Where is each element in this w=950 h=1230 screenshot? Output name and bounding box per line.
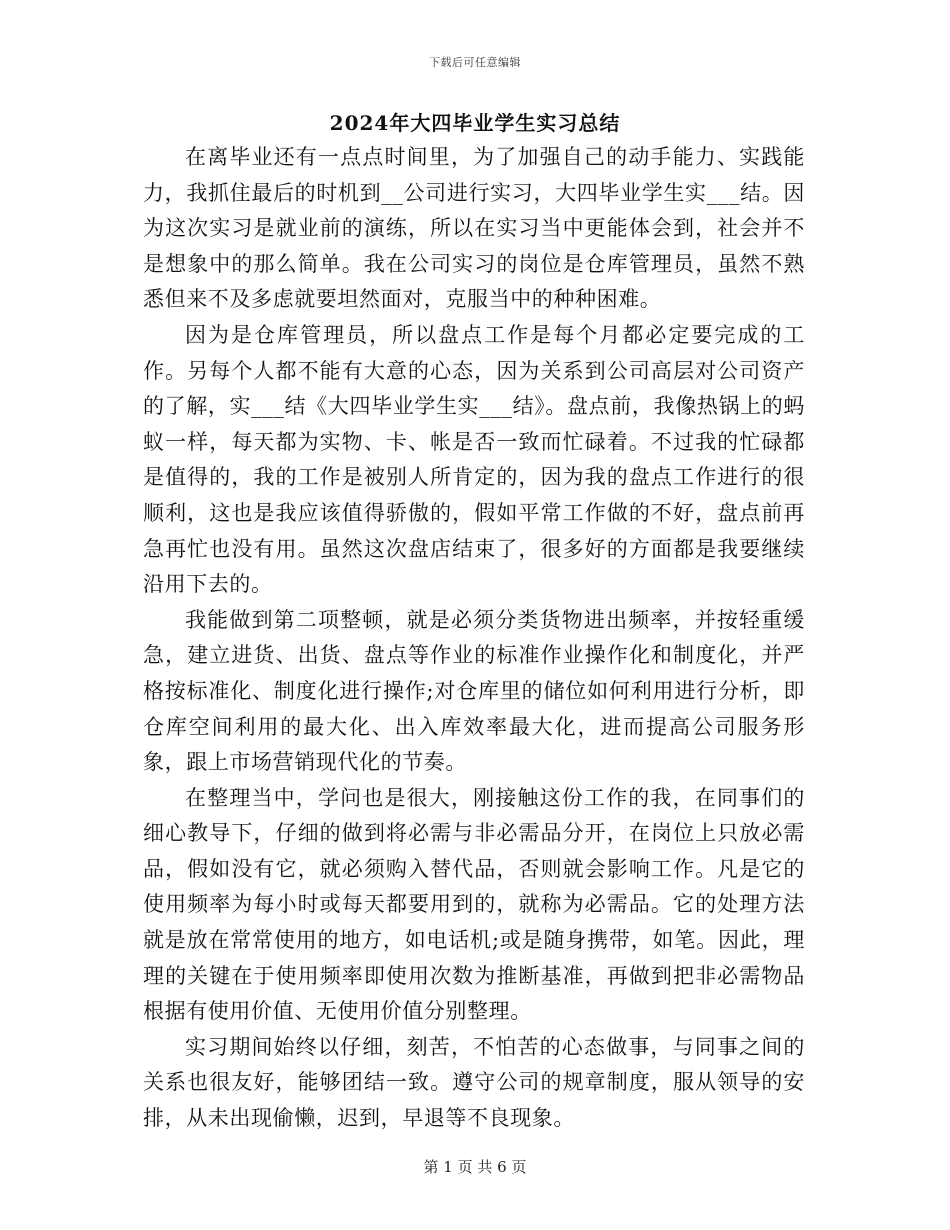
- paragraph-4: 在整理当中，学问也是很大，刚接触这份工作的我，在同事们的细心教导下，仔细的做到将必需与非必需品分开，在岗位上只放必需品，假如没有它，就必须购入替代品，否则就会影响工作。凡是它的使用频率为每小时或每天都要用到的，就称为必需品。它的处理方法就是放在常常使用的地方，如电话机;或是随身携带，如笔。因此，理理的关键在于使用频率即使用次数为推断基准，再做到把非必需物品根据有使用价值、无使用价值分别整理。: [143, 785, 805, 1024]
- page-number-footer: 第 1 页 共 6 页: [423, 1158, 527, 1176]
- paragraph-1: 在离毕业还有一点点时间里，为了加强自己的动手能力、实践能力，我抓住最后的时机到__公司进行实习，大四毕业学生实___结。因为这次实习是就业前的演练，所以在实习当中更能体会到，社会并不是想象中的那么简单。我在公司实习的岗位是仓库管理员，虽然不熟悉但来不及多虑就要坦然面对，克服当中的种种困难。: [143, 145, 805, 312]
- page-header-note: 下载后可任意编辑: [429, 56, 521, 69]
- paragraph-5: 实习期间始终以仔细，刻苦，不怕苦的心态做事，与同事之间的关系也很友好，能够团结一致。遵守公司的规章制度，服从领导的安排，从未出现偷懒，迟到，早退等不良现象。: [143, 1034, 805, 1131]
- document-body: [143, 140, 805, 1137]
- paragraph-3: 我能做到第二项整顿，就是必须分类货物进出频率，并按轻重缓急，建立进货、出货、盘点等作业的标准作业操作化和制度化，并严格按标准化、制度化进行操作;对仓库里的储位如何利用进行分析，即仓库空间利用的最大化、出入库效率最大化，进而提高公司服务形象，跟上市场营销现代化的节奏。: [143, 607, 805, 775]
- paragraph-2: 因为是仓库管理员，所以盘点工作是每个月都必定要完成的工作。另每个人都不能有大意的心态，因为关系到公司高层对公司资产的了解，实___结《大四毕业学生实___结》。盘点前，我像热锅上的蚂蚁一样，每天都为实物、卡、帐是否一致而忙碌着。不过我的忙碌都是值得的，我的工作是被别人所肯定的，因为我的盘点工作进行的很顺利，这也是我应该值得骄傲的，假如平常工作做的不好，盘点前再急再忙也没有用。虽然这次盘店结束了，很多好的方面都是我要继续沿用下去的。: [143, 322, 805, 597]
- document-title: 2024年大四毕业学生实习总结: [329, 111, 621, 135]
